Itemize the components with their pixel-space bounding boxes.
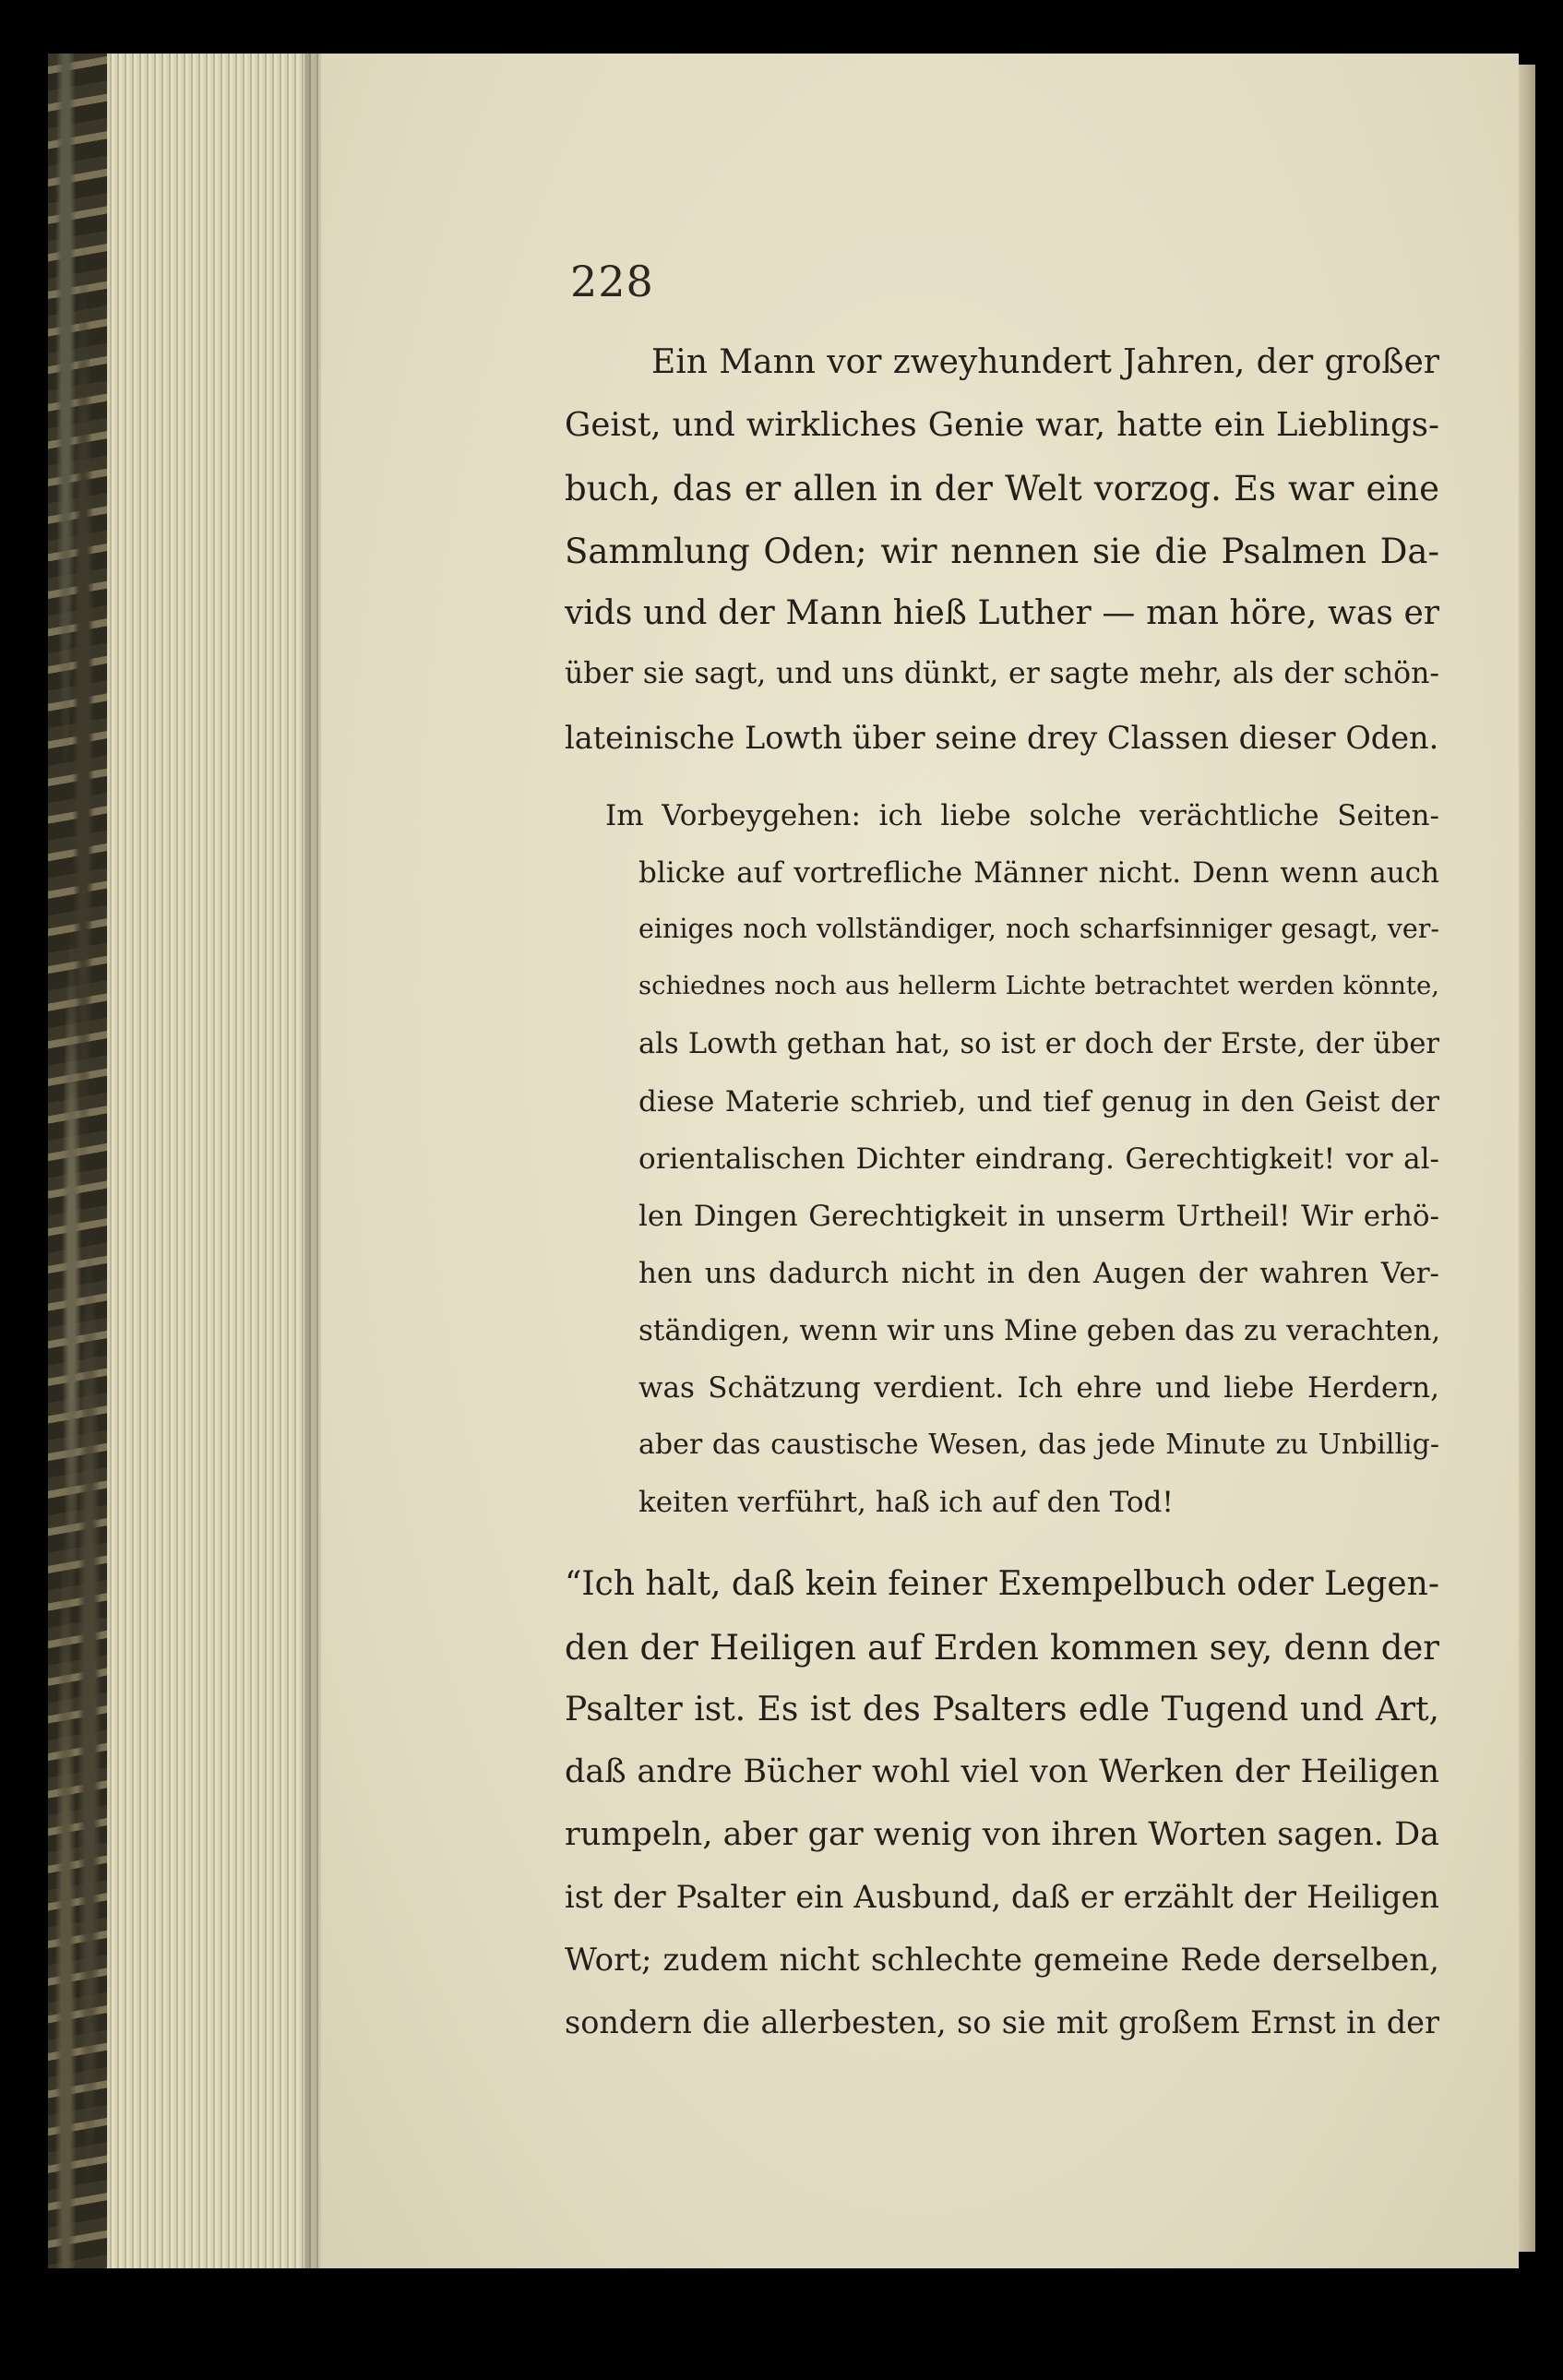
paragraph-1-line: Sammlung Oden; wir nennen sie die Psalmen Da-: [565, 532, 1439, 571]
footnote-line: Im Vorbeygehen: ich liebe solche verächtliche Seiten-: [605, 799, 1439, 832]
footnote-line: als Lowth gethan hat, so ist er doch der Erste, der über: [638, 1028, 1439, 1060]
paragraph-1-line: Geist, und wirkliches Genie war, hatte ein Lieblings-: [565, 406, 1439, 444]
paragraph-1-line: Ein Mann vor zweyhundert Jahren, der großer: [651, 343, 1439, 381]
paragraph-1-line: buch, das er allen in der Welt vorzog. Es war eine: [565, 469, 1439, 508]
paragraph-1-line: über sie sagt, und uns dünkt, er sagte mehr, als der schön-: [565, 657, 1439, 690]
paragraph-1-line: vids und der Mann hieß Luther — man höre, was er: [565, 594, 1439, 632]
footnote-line: keiten verführt, haß ich auf den Tod!: [638, 1486, 1174, 1519]
footnote-line: blicke auf vortrefliche Männer nicht. Denn wenn auch: [638, 856, 1439, 890]
quote-line: den der Heiligen auf Erden kommen sey, denn der: [565, 1628, 1439, 1668]
footnote-line: aber das caustische Wesen, das jede Minute zu Unbillig-: [638, 1429, 1439, 1461]
footnote-line: orientalischen Dichter eindrang. Gerechtigkeit! vor al-: [638, 1142, 1439, 1176]
quote-line: rumpeln, aber gar wenig von ihren Worten sagen. Da: [565, 1816, 1439, 1853]
quote-line: daß andre Bücher wohl viel von Werken der Heiligen: [565, 1753, 1439, 1790]
footnote-line: diese Materie schrieb, und tief genug in den Geist der: [638, 1085, 1439, 1118]
page-right-edge: [1519, 65, 1535, 2252]
quote-line: sondern die allerbesten, so sie mit großem Ernst in der: [565, 2004, 1439, 2040]
marbled-cover: [48, 54, 107, 2268]
footnote-line: was Schätzung verdient. Ich ehre und liebe Herdern,: [638, 1371, 1439, 1405]
footnote-line: len Dingen Gerechtigkeit in unserm Urtheil! Wir erhö-: [638, 1200, 1439, 1233]
footnote-line: schiednes noch aus hellerm Lichte betrachtet werden könnte,: [638, 971, 1439, 1000]
page-number: 228: [570, 257, 654, 306]
footnote-line: hen uns dadurch nicht in den Augen der wahren Ver-: [638, 1257, 1439, 1290]
quote-line: Psalter ist. Es ist des Psalters edle Tugend und Art,: [565, 1691, 1439, 1728]
quote-line: ist der Psalter ein Ausbund, daß er erzählt der Heiligen: [565, 1879, 1439, 1915]
footnote-line: ständigen, wenn wir uns Mine geben das zu verachten,: [638, 1314, 1441, 1347]
quote-line: “Ich halt, daß kein feiner Exempelbuch oder Legen-: [565, 1565, 1439, 1603]
footnote-line: einiges noch vollständiger, noch scharfsinniger gesagt, ver-: [638, 914, 1439, 944]
paragraph-1-line: lateinische Lowth über seine drey Classen dieser Oden.: [565, 720, 1439, 756]
page-edges: [107, 54, 321, 2268]
quote-line: Wort; zudem nicht schlechte gemeine Rede derselben,: [565, 1942, 1439, 1979]
